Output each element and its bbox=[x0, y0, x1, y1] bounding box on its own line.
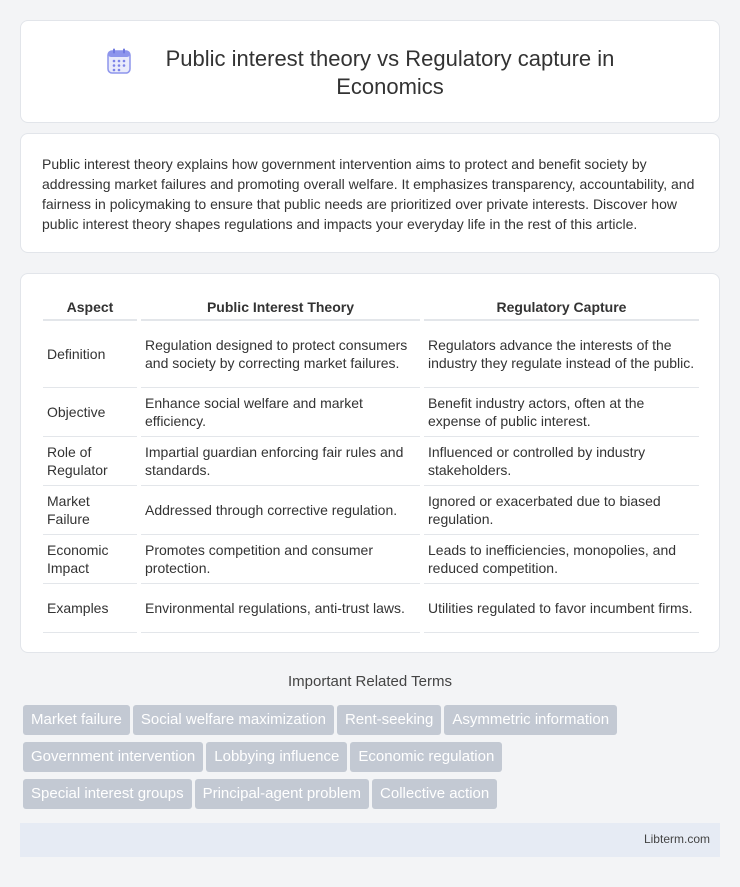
table-row bbox=[43, 436, 699, 485]
tag-row bbox=[23, 742, 723, 779]
tag-rent-seeking[interactable]: Rent-seeking bbox=[337, 705, 441, 735]
aspect-cell: Definition bbox=[43, 320, 139, 387]
calendar-icon bbox=[107, 48, 131, 74]
tag-government-intervention[interactable]: Government intervention bbox=[23, 742, 203, 772]
table-row bbox=[43, 583, 699, 632]
public-interest-cell: Promotes competition and consumer protection. bbox=[139, 534, 422, 583]
tag-row bbox=[23, 705, 723, 742]
intro-paragraph: Public interest theory explains how government intervention aims to protect and benefit society by addressing market failures and promoting overall welfare. It emphasizes transparency, accountability, and fairness in policymaking to ensure that public needs are prioritized over private interests. Discover how public interest theory shapes regulations and impacts your everyday life in the rest of this article. bbox=[42, 156, 695, 232]
regulatory-capture-cell: Leads to inefficiencies, monopolies, and reduced competition. bbox=[422, 534, 699, 583]
table-row bbox=[43, 485, 699, 534]
aspect-cell: Economic Impact bbox=[43, 534, 139, 583]
footer bbox=[20, 823, 720, 857]
intro-card bbox=[20, 133, 720, 253]
aspect-cell: Market Failure bbox=[43, 485, 139, 534]
tag-collective-action[interactable]: Collective action bbox=[372, 779, 497, 809]
tag-row bbox=[23, 779, 723, 816]
public-interest-cell: Addressed through corrective regulation. bbox=[139, 485, 422, 534]
tag-principal-agent-problem[interactable]: Principal-agent problem bbox=[195, 779, 369, 809]
comparison-card bbox=[20, 273, 720, 653]
related-terms-list bbox=[23, 705, 723, 816]
tag-market-failure[interactable]: Market failure bbox=[23, 705, 130, 735]
public-interest-cell: Environmental regulations, anti-trust laws. bbox=[139, 583, 422, 632]
header-regulatory-capture: Regulatory Capture bbox=[422, 295, 699, 320]
public-interest-cell: Regulation designed to protect consumers and society by correcting market failures. bbox=[139, 320, 422, 387]
aspect-cell: Role of Regulator bbox=[43, 436, 139, 485]
related-terms-title: Important Related Terms bbox=[288, 673, 452, 690]
tag-economic-regulation[interactable]: Economic regulation bbox=[350, 742, 502, 772]
tag-special-interest-groups[interactable]: Special interest groups bbox=[23, 779, 192, 809]
page-title: Public interest theory vs Regulatory capture in Economics bbox=[165, 46, 615, 99]
table-row bbox=[43, 534, 699, 583]
comparison-table bbox=[43, 295, 699, 633]
header-aspect: Aspect bbox=[43, 295, 139, 320]
aspect-cell: Objective bbox=[43, 387, 139, 436]
table-row bbox=[43, 320, 699, 387]
regulatory-capture-cell: Benefit industry actors, often at the expense of public interest. bbox=[422, 387, 699, 436]
regulatory-capture-cell: Utilities regulated to favor incumbent firms. bbox=[422, 583, 699, 632]
public-interest-cell: Impartial guardian enforcing fair rules and standards. bbox=[139, 436, 422, 485]
regulatory-capture-cell: Regulators advance the interests of the industry they regulate instead of the public. bbox=[422, 320, 699, 387]
aspect-cell: Examples bbox=[43, 583, 139, 632]
table-row bbox=[43, 387, 699, 436]
footer-site-link[interactable]: Libterm.com bbox=[643, 832, 710, 846]
regulatory-capture-cell: Ignored or exacerbated due to biased regulation. bbox=[422, 485, 699, 534]
public-interest-cell: Enhance social welfare and market efficiency. bbox=[139, 387, 422, 436]
tag-asymmetric-information[interactable]: Asymmetric information bbox=[444, 705, 617, 735]
tag-lobbying-influence[interactable]: Lobbying influence bbox=[206, 742, 347, 772]
header-public-interest-theory: Public Interest Theory bbox=[139, 295, 422, 320]
table-header-row bbox=[43, 295, 699, 320]
regulatory-capture-cell: Influenced or controlled by industry stakeholders. bbox=[422, 436, 699, 485]
tag-social-welfare-maximization[interactable]: Social welfare maximization bbox=[133, 705, 334, 735]
title-card bbox=[20, 20, 720, 123]
